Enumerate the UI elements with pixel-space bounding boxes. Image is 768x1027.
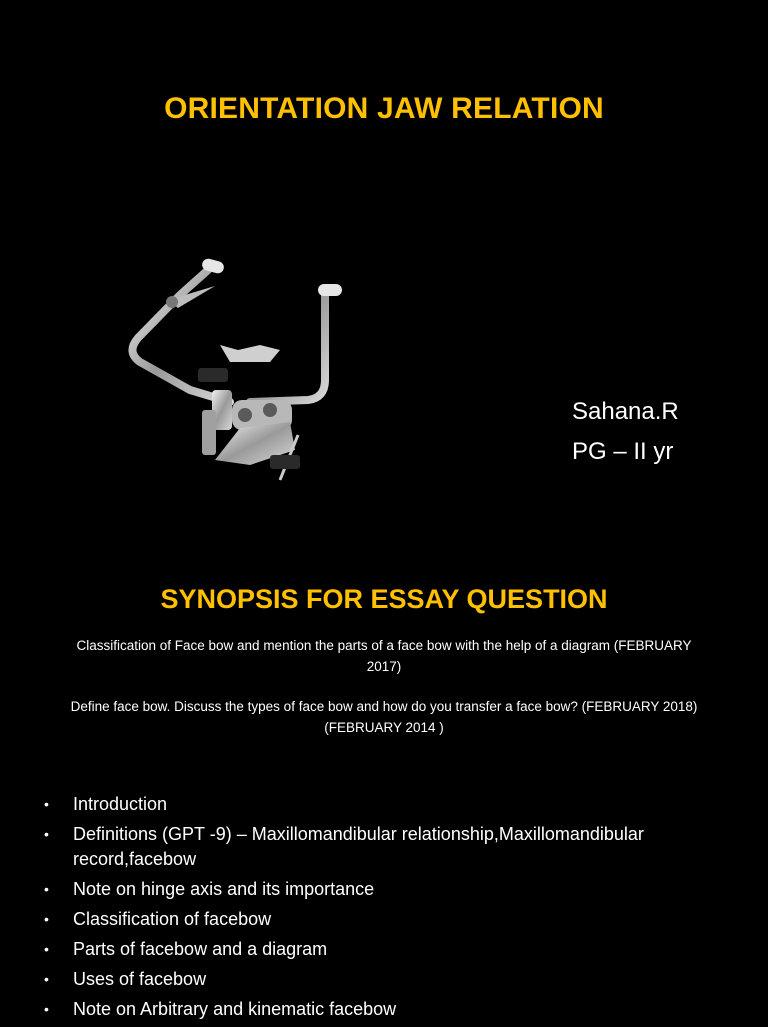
topic-text: Note on hinge axis and its importance (73, 879, 375, 899)
topic-text: Definitions (GPT -9) – Maxillomandibular relationship,Maxillomandibular record,facebow (73, 824, 644, 869)
bullet-icon: • (44, 881, 49, 897)
topic-text: Classification of facebow (73, 909, 272, 929)
facebow-image (120, 250, 360, 490)
topic-item (44, 792, 734, 817)
bullet-icon: • (44, 941, 49, 957)
author-name: Sahana.R (572, 398, 679, 425)
bullet-icon: • (44, 1001, 49, 1017)
bullet-icon: • (44, 971, 49, 987)
bullet-icon: • (44, 911, 49, 927)
topic-text: Parts of facebow and a diagram (73, 939, 328, 959)
topic-text: Uses of facebow (73, 969, 207, 989)
author-block (572, 392, 679, 472)
bullet-icon: • (44, 826, 49, 842)
essay-question-2: Define face bow. Discuss the types of face bow and how do you transfer a face bow? (FEBRUARY 2018)(FEBRUARY 2014 ) (70, 699, 698, 735)
topic-item (44, 877, 734, 902)
author-year: PG – II yr (572, 438, 674, 465)
topic-item (44, 967, 734, 992)
topic-item (44, 822, 734, 872)
synopsis-heading: SYNOPSIS FOR ESSAY QUESTION (160, 584, 608, 614)
slide-title: ORIENTATION JAW RELATION (164, 92, 604, 125)
essay-question-1: Classification of Face bow and mention the parts of a face bow with the help of a diagram (FEBRUARY 2017) (76, 638, 692, 674)
topic-item (44, 997, 734, 1022)
bullet-icon: • (44, 796, 49, 812)
topic-text: Note on Arbitrary and kinematic facebow (73, 999, 397, 1019)
topic-list (44, 792, 734, 1027)
topic-item (44, 937, 734, 962)
topic-item (44, 907, 734, 932)
topic-text: Introduction (73, 794, 168, 814)
